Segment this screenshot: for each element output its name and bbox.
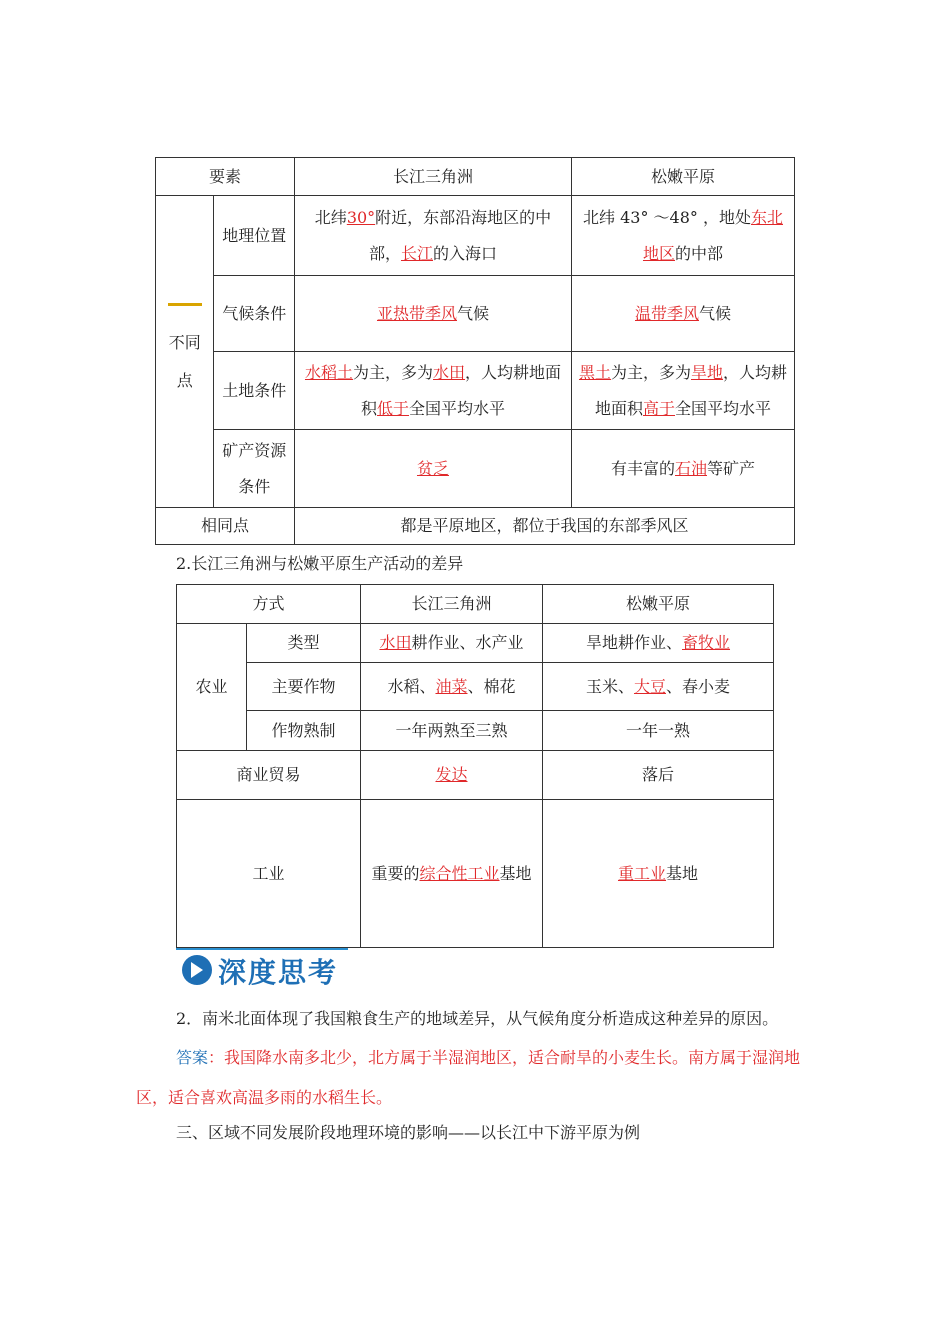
- mature-yangtze: 一年两熟至三熟: [361, 711, 543, 751]
- minerals-songnen: 有丰富的石油等矿产: [572, 430, 795, 508]
- mature-songnen: 一年一熟: [543, 711, 774, 751]
- location-songnen: 北纬 43° ～48° ，地处东北地区的中部: [572, 196, 795, 276]
- type-songnen: 旱地耕作业、畜牧业: [543, 624, 774, 663]
- minerals-yangtze: 贫乏: [295, 430, 572, 508]
- header-songnen-plain: 松嫩平原: [572, 158, 795, 196]
- banner-bar: [176, 948, 348, 950]
- climate-yangtze: 亚热带季风气候: [295, 276, 572, 352]
- trade-yangtze: 发达: [361, 751, 543, 800]
- comparison-table-production: [176, 584, 774, 948]
- row-label-minerals: 矿产资源条件: [214, 430, 295, 508]
- answer-label: 答案: [176, 1048, 209, 1067]
- answer-paragraph: [136, 1038, 816, 1118]
- comparison-table-geography: [155, 157, 795, 545]
- land-yangtze: 水稻土为主，多为水田，人均耕地面积低于全国平均水平: [295, 352, 572, 430]
- answer-text: ：我国降水南多北少，北方属于半湿润地区，适合耐旱的小麦生长。南方属于湿润地区，适合喜欢高温多雨的水稻生长。: [136, 1048, 801, 1107]
- industry-yangtze: 重要的综合性工业基地: [361, 800, 543, 948]
- arrow-circle-icon: [182, 955, 212, 985]
- climate-songnen: 温带季风气候: [572, 276, 795, 352]
- header-method: 方式: [177, 585, 361, 624]
- diff-label-cell: [156, 196, 214, 508]
- mature-label: 作物熟制: [247, 711, 361, 751]
- row-label-land: 土地条件: [214, 352, 295, 430]
- section-heading: 三、区域不同发展阶段地理环境的影响——以长江中下游平原为例: [176, 1123, 641, 1142]
- same-label: 相同点: [156, 508, 295, 545]
- question-text: 2．南米北面体现了我国粮食生产的地域差异，从气候角度分析造成这种差异的原因。: [176, 1009, 779, 1028]
- banner-title: 深度思考: [218, 956, 339, 989]
- diff-label: 不同点: [168, 333, 201, 390]
- crop-songnen: 玉米、大豆、春小麦: [543, 663, 774, 711]
- header-yangtze-delta: 长江三角洲: [361, 585, 543, 624]
- land-songnen: 黑土为主，多为旱地，人均耕地面积高于全国平均水平: [572, 352, 795, 430]
- location-yangtze: 北纬30°附近，东部沿海地区的中部，长江的入海口: [295, 196, 572, 276]
- table2-caption: 2.长江三角洲与松嫩平原生产活动的差异: [176, 554, 464, 573]
- industry-songnen: 重工业基地: [543, 800, 774, 948]
- row-label-climate: 气候条件: [214, 276, 295, 352]
- crop-label: 主要作物: [247, 663, 361, 711]
- trade-songnen: 落后: [543, 751, 774, 800]
- type-label: 类型: [247, 624, 361, 663]
- header-songnen-plain: 松嫩平原: [543, 585, 774, 624]
- agri-label: 农业: [177, 624, 247, 751]
- trade-label: 商业贸易: [177, 751, 361, 800]
- header-element: 要素: [156, 158, 295, 196]
- highlight-mark: [168, 303, 202, 306]
- industry-label: 工业: [177, 800, 361, 948]
- header-yangtze-delta: 长江三角洲: [295, 158, 572, 196]
- deep-thinking-banner: [176, 948, 348, 988]
- type-yangtze: 水田耕作业、水产业: [361, 624, 543, 663]
- row-label-location: 地理位置: [214, 196, 295, 276]
- crop-yangtze: 水稻、油菜、棉花: [361, 663, 543, 711]
- same-text: 都是平原地区，都位于我国的东部季风区: [295, 508, 795, 545]
